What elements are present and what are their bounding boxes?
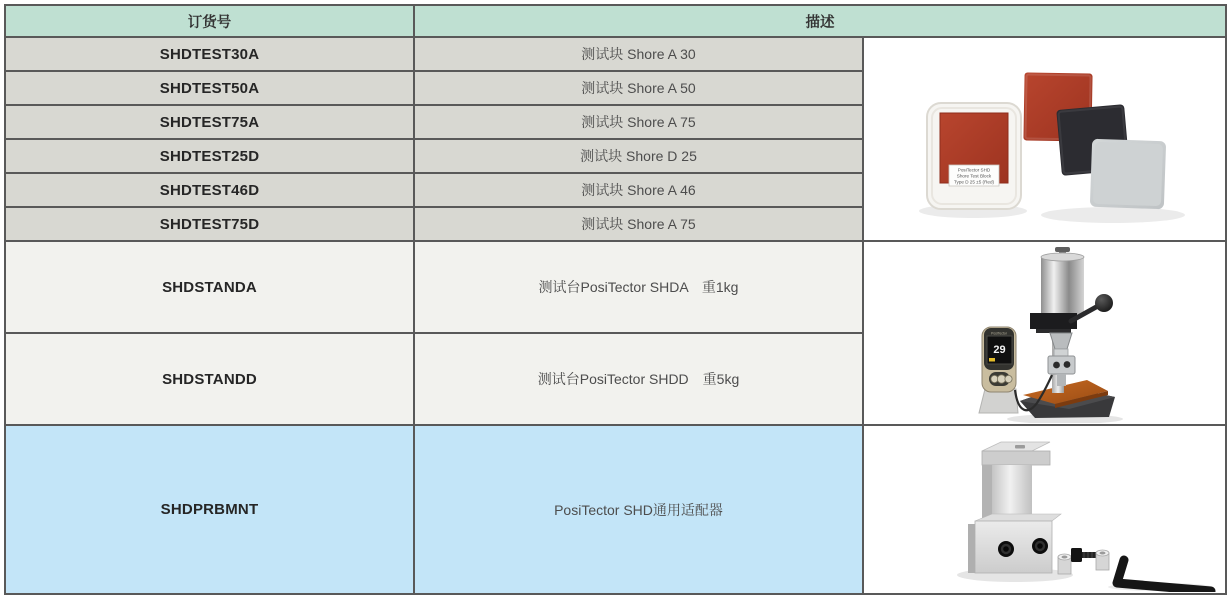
- gauge-reading: 29: [993, 344, 1006, 356]
- description: 测试块 Shore D 25: [414, 139, 863, 173]
- column-header-order-no: 订货号: [5, 5, 414, 37]
- case-label-line-1: PosiTector SHD: [957, 167, 991, 173]
- adapter-column: [992, 465, 1032, 521]
- column-header-description: 描述: [414, 5, 1226, 37]
- adapter-column-side: [982, 465, 992, 521]
- order-code: SHDTEST46D: [5, 173, 414, 207]
- product-image-cell-test-blocks: [863, 37, 1226, 241]
- cap-slot: [1015, 445, 1025, 449]
- blocks-shadow: [1041, 207, 1185, 223]
- order-code: SHDTEST75D: [5, 207, 414, 241]
- product-table: [4, 4, 1227, 595]
- table-row: [5, 425, 1226, 594]
- socket-screw: [1032, 538, 1048, 554]
- spacer-cylinder: [1096, 550, 1109, 570]
- description: PosiTector SHD通用适配器: [414, 425, 863, 594]
- description: 测试块 Shore A 75: [414, 105, 863, 139]
- probe-shaft: [1054, 349, 1068, 356]
- gauge-brand: PosiTector: [991, 331, 1007, 336]
- order-code: SHDTEST25D: [5, 139, 414, 173]
- test-blocks-photo: [865, 39, 1224, 239]
- lever-ball: [1095, 294, 1113, 312]
- weight-cylinder: [1041, 257, 1084, 315]
- socket-screw: [998, 541, 1014, 557]
- allen-wrench: [1117, 560, 1211, 591]
- battery-icon: [989, 358, 995, 362]
- clamp-step: [1036, 329, 1071, 333]
- gray-test-block: [1090, 139, 1166, 210]
- knob: [1055, 247, 1070, 252]
- probe-block: [1048, 356, 1075, 374]
- probe-foot: [1057, 374, 1066, 386]
- test-block-case: [927, 103, 1021, 209]
- case-label-line-2: Shore Test Block: [956, 173, 992, 179]
- order-code: SHDTEST50A: [5, 71, 414, 105]
- order-code: SHDTEST75A: [5, 105, 414, 139]
- description: 测试块 Shore A 50: [414, 71, 863, 105]
- center-button: [997, 375, 1005, 383]
- description: 测试块 Shore A 46: [414, 173, 863, 207]
- table-row: [5, 37, 1226, 71]
- adapter-block: [968, 442, 1061, 573]
- cylinder-top: [1041, 253, 1084, 261]
- test-stand-photo: [865, 243, 1224, 423]
- adapter-cap-front: [982, 451, 1050, 465]
- hardness-gauge: [982, 327, 1016, 392]
- probe-block-hole: [1064, 361, 1071, 368]
- plus-button: [1005, 375, 1012, 382]
- description: 测试台PosiTector SHDA 重1kg: [414, 241, 863, 333]
- table-row: [5, 241, 1226, 333]
- case-label-line-3: Type D 25 ±5 (Red): [953, 179, 995, 185]
- probe-block-hole: [1053, 362, 1060, 369]
- order-code: SHDSTANDD: [5, 333, 414, 425]
- description: 测试块 Shore A 75: [414, 207, 863, 241]
- order-code: SHDSTANDA: [5, 241, 414, 333]
- gauge-stand: [979, 389, 1018, 413]
- order-code: SHDPRBMNT: [5, 425, 414, 594]
- product-image-cell-test-stand: [863, 241, 1226, 425]
- order-code: SHDTEST30A: [5, 37, 414, 71]
- cap-screw: [1071, 548, 1096, 562]
- product-image-cell-adapter: [863, 425, 1226, 594]
- adapter-photo: [865, 427, 1224, 592]
- description: 测试块 Shore A 30: [414, 37, 863, 71]
- spacer-cylinder: [1058, 554, 1071, 574]
- header-row: [5, 5, 1226, 37]
- adapter-base-side: [968, 524, 975, 573]
- description: 测试台PosiTector SHDD 重5kg: [414, 333, 863, 425]
